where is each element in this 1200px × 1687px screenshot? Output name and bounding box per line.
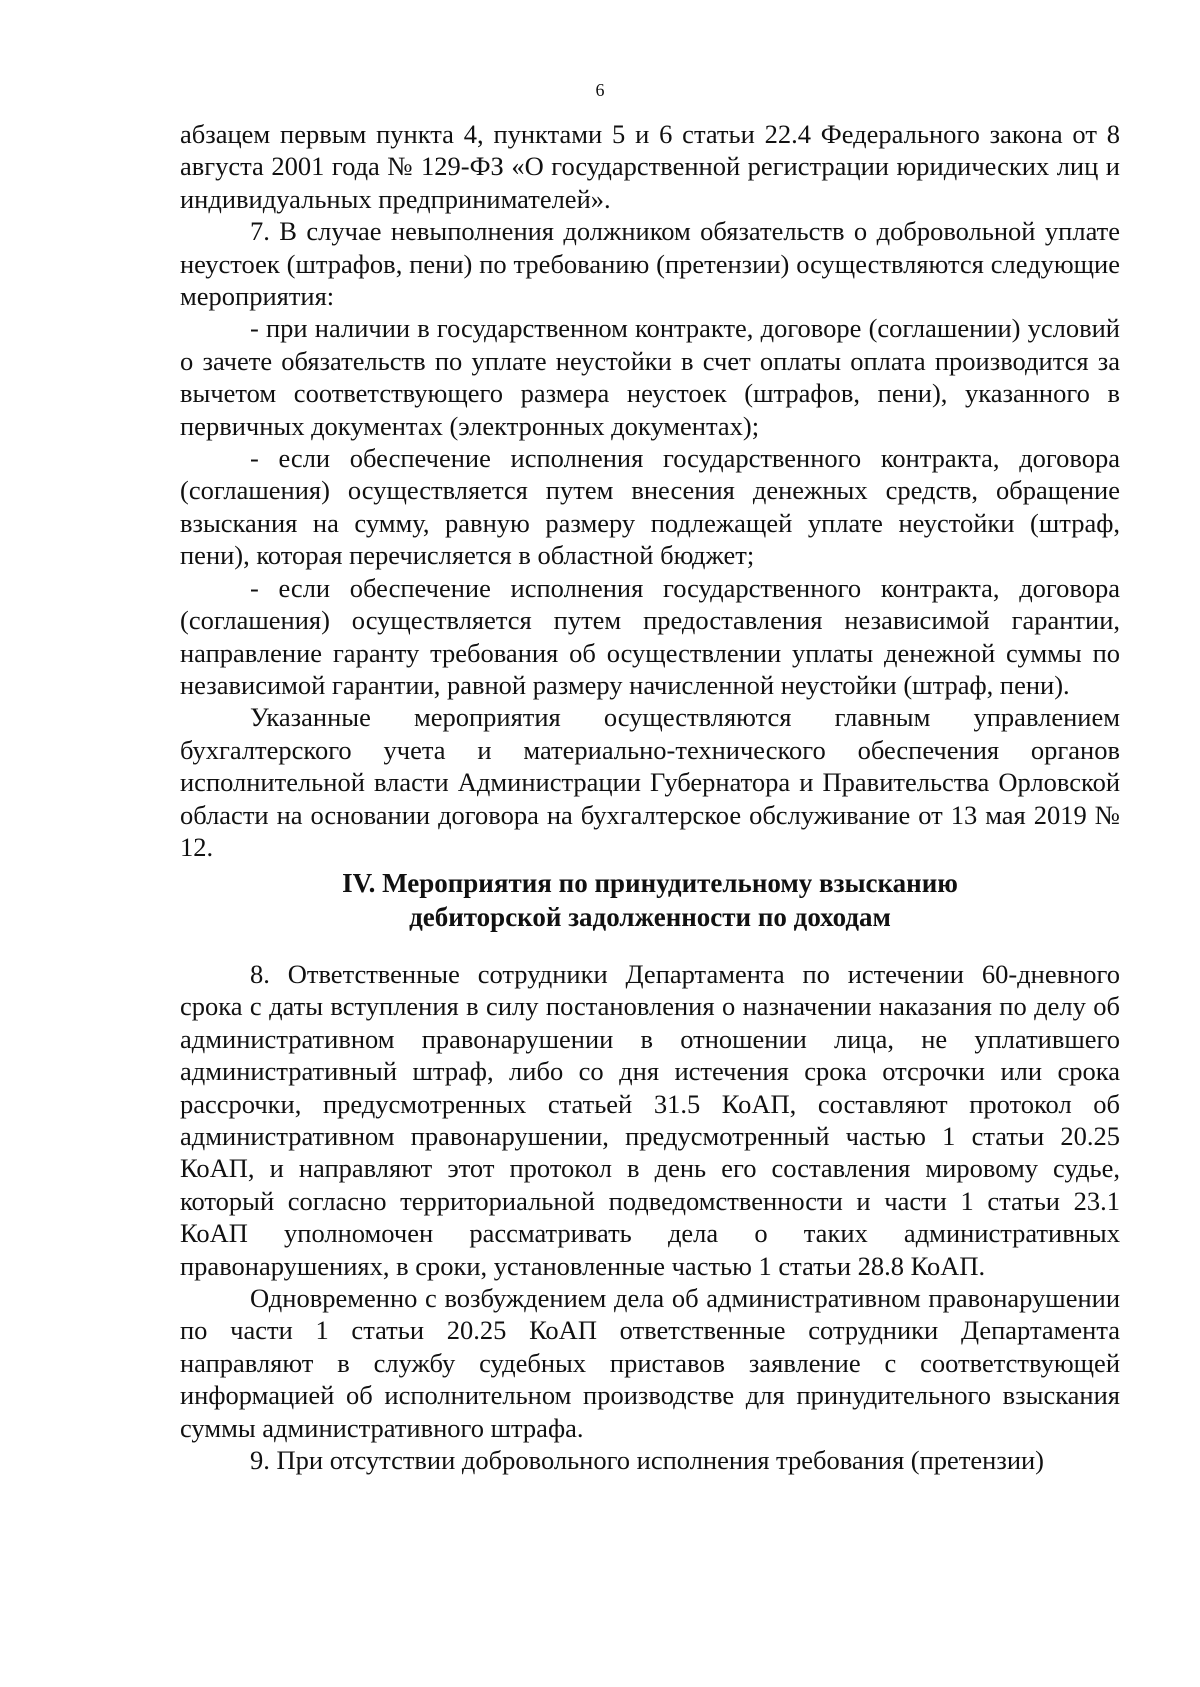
paragraph-item-7: 7. В случае невыполнения должником обязательств о добровольной уплате неустоек (штрафов, пени) по требованию (претензии) осуществляются следующие мероприятия: <box>180 216 1120 312</box>
paragraph-item-9: 9. При отсутствии добровольного исполнения требования (претензии) <box>250 1445 1045 1476</box>
section-heading <box>180 866 1120 934</box>
paragraph-responsible-body: Указанные мероприятия осуществляются главным управлением бухгалтерского учета и материально-технического обеспечения органов исполнительной власти Администрации Губернатора и Правительства Орловской области на основании договора на бухгалтерское обслуживание от 13 мая 2019 № 12. <box>180 702 1120 862</box>
paragraph-bullet-offset: - при наличии в государственном контракте, договоре (соглашении) условий о зачете обязательств по уплате неустойки в счет оплаты оплата производится за вычетом соответствующего размера неустоек (штрафов, пени), указанного в первичных документах (электронных документах); <box>180 313 1120 441</box>
paragraph-simultaneously: Одновременно с возбуждением дела об административном правонарушении по части 1 статьи 20.25 КоАП ответственные сотрудники Департамента направляют в службу судебных приставов заявление с соответствующей информацией об исполнительном производстве для принудительного взыскания суммы административного штрафа. <box>180 1283 1120 1443</box>
paragraph-item-8: 8. Ответственные сотрудники Департамента по истечении 60-дневного срока с даты вступления в силу постановления о назначении наказания по делу об административном правонарушении в отношении лица, не уплатившего административный штраф, либо со дня истечения срока отсрочки или срока рассрочки, предусмотренных статьей 31.5 КоАП, составляют протокол об административном правонарушении, предусмотренный частью 1 статьи 20.25 КоАП, и направляют этот протокол в день его составления мировому судье, который согласно территориальной подведомственности и части 1 статьи 23.1 КоАП уполномочен рассматривать дела о таких административных правонарушениях, в сроки, установленные частью 1 статьи 28.8 КоАП. <box>180 959 1120 1281</box>
section-heading-line-1: IV. Мероприятия по принудительному взысканию <box>342 868 958 898</box>
text-block-top <box>180 118 1120 863</box>
section-heading-line-2: дебиторской задолженности по доходам <box>409 902 891 932</box>
paragraph-bullet-guarantee: - если обеспечение исполнения государственного контракта, договора (соглашения) осуществляется путем предоставления независимой гарантии, направление гаранту требования об осуществлении уплаты денежной суммы по независимой гарантии, равной размеру начисленной неустойки (штраф, пени). <box>180 572 1120 700</box>
paragraph-continuation: абзацем первым пункта 4, пунктами 5 и 6 статьи 22.4 Федерального закона от 8 августа 2001 года № 129-ФЗ «О государственной регистрации юридических лиц и индивидуальных предпринимателей». <box>180 119 1120 214</box>
text-block-bottom <box>180 958 1120 1477</box>
paragraph-bullet-deposit: - если обеспечение исполнения государственного контракта, договора (соглашения) осуществляется путем внесения денежных средств, обращение взыскания на сумму, равную размеру подлежащей уплате неустойки (штраф, пени), которая перечисляется в областной бюджет; <box>180 443 1120 571</box>
page-number: 6 <box>595 80 605 100</box>
